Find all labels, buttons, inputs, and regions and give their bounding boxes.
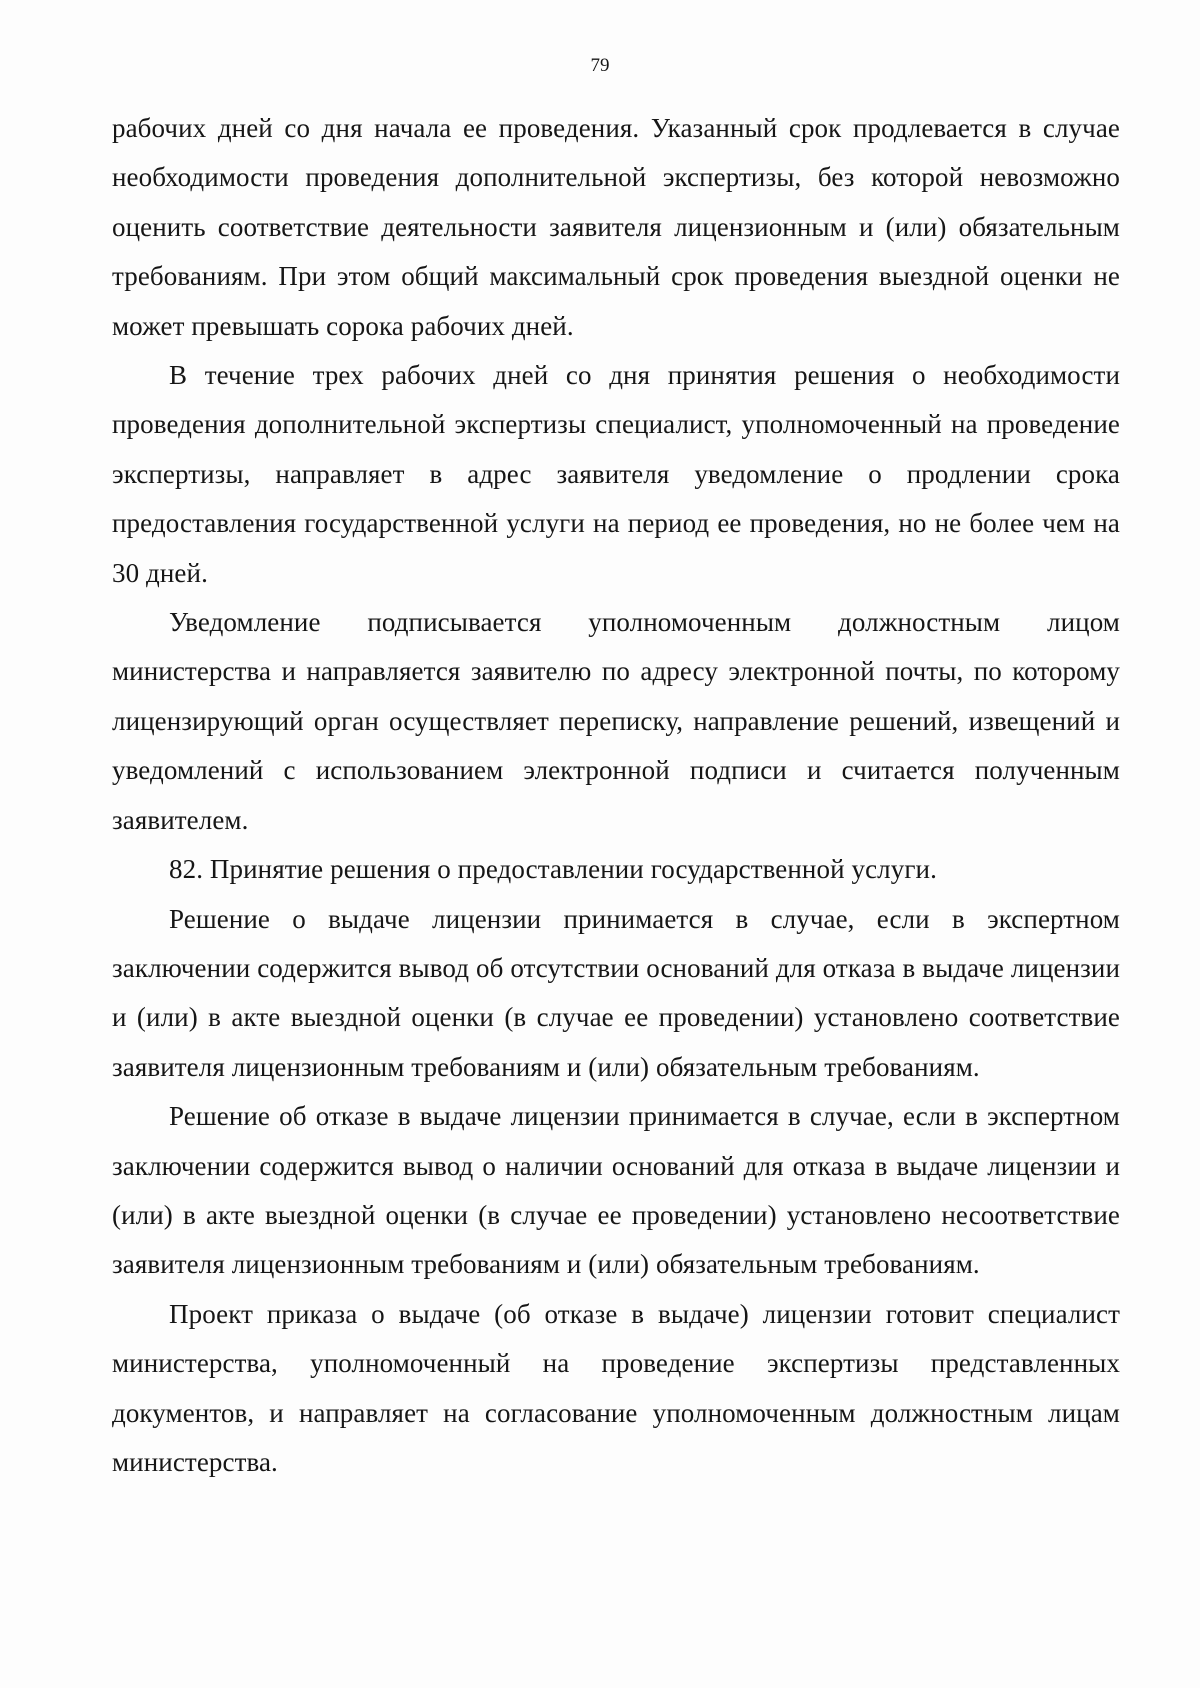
section-heading-82: 82. Принятие решения о предоставлении государственной услуги. bbox=[169, 854, 937, 885]
paragraph-continuation: рабочих дней со дня начала ее проведения. Указанный срок продлевается в случае необходимости проведения дополнительной экспертизы, без которой невозможно оценить соответствие деятельности заявителя лицензионным и (или) обязательным требованиям. При этом общий максимальный срок проведения выездной оценки не может превышать сорока рабочих дней. bbox=[112, 113, 1120, 341]
paragraph-draft-order: Проект приказа о выдаче (об отказе в выдаче) лицензии готовит специалист министерства, уполномоченный на проведение экспертизы представленных документов, и направляет на согласование уполномоченным должностным лицам министерства. bbox=[112, 1298, 1120, 1477]
paragraph-notice-signing: Уведомление подписывается уполномоченным должностным лицом министерства и направляется заявителю по адресу электронной почты, по которому лицензирующий орган осуществляет переписку, направление решений, извещений и уведомлений с использованием электронной подписи и считается полученным заявителем. bbox=[112, 607, 1120, 835]
paragraph-extension-notice: В течение трех рабочих дней со дня принятия решения о необходимости проведения дополнительной экспертизы специалист, уполномоченный на проведение экспертизы, направляет в адрес заявителя уведомление о продлении срока предоставления государственной услуги на период ее проведения, но не более чем на 30 дней. bbox=[112, 360, 1120, 588]
paragraph-license-grant: Решение о выдаче лицензии принимается в случае, если в экспертном заключении содержится вывод об отсутствии оснований для отказа в выдаче лицензии и (или) в акте выездной оценки (в случае ее проведении) установлено соответствие заявителя лицензионным требованиям и (или) обязательным требованиям. bbox=[112, 903, 1120, 1082]
paragraph-license-refusal: Решение об отказе в выдаче лицензии принимается в случае, если в экспертном заключении содержится вывод о наличии оснований для отказа в выдаче лицензии и (или) в акте выездной оценки (в случае ее проведении) установлено несоответствие заявителя лицензионным требованиям и (или) обязательным требованиям. bbox=[112, 1101, 1120, 1280]
document-body bbox=[112, 104, 1120, 1487]
page-number: 79 bbox=[590, 55, 610, 76]
